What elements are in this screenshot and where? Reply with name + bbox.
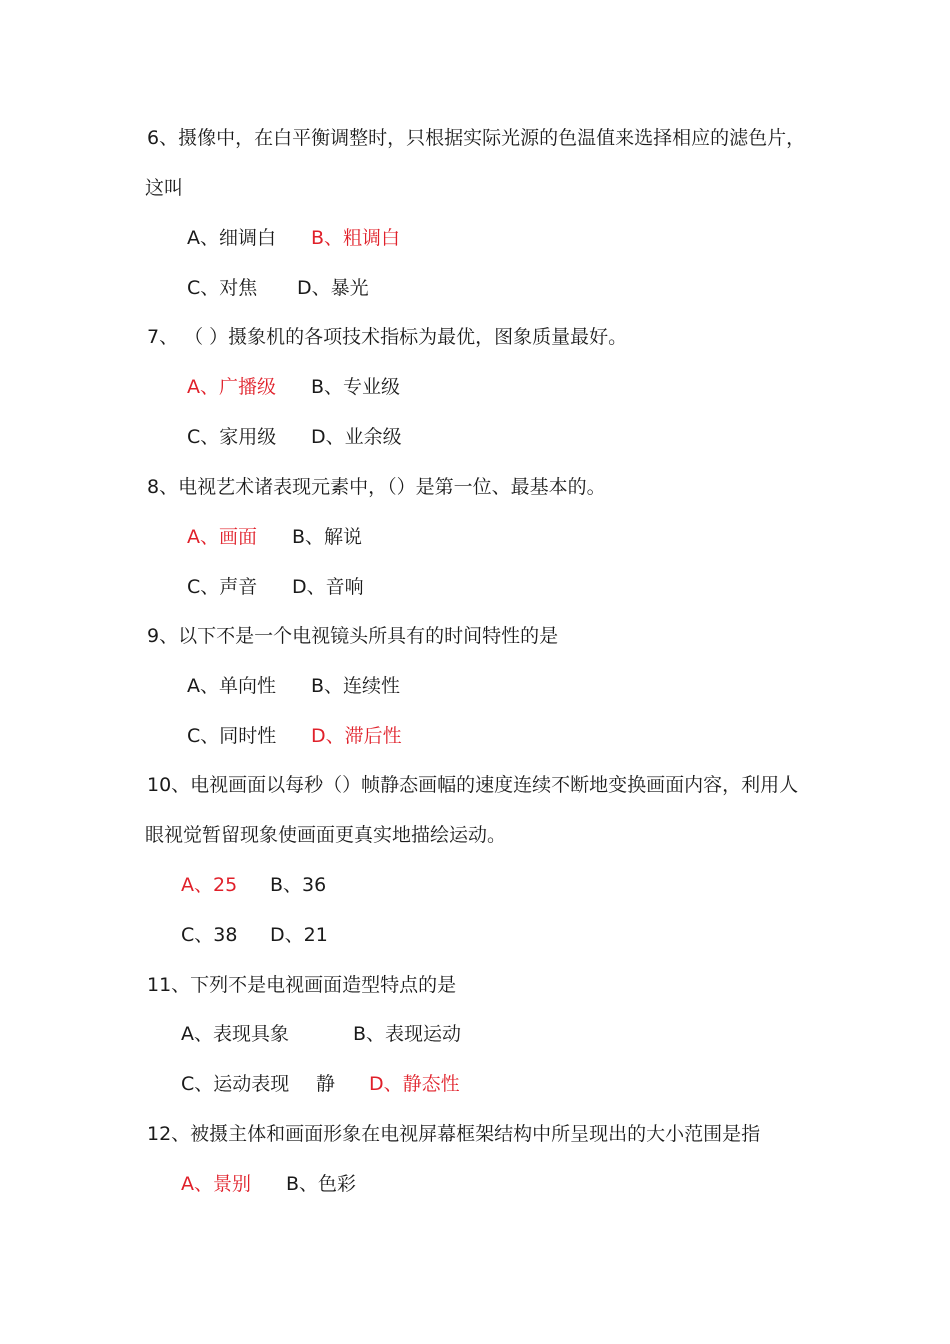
- q11-option-d-answer: D、静态性: [369, 1073, 460, 1095]
- q11-option-b: B、表现运动: [353, 1023, 462, 1045]
- q6-stem-line2: 这叫: [145, 177, 184, 199]
- q7-option-d: D、业余级: [311, 426, 402, 448]
- q7-stem: 7、 （ ）摄象机的各项技术指标为最优，图象质量最好。: [147, 326, 628, 348]
- q8-option-c: C、声音: [187, 576, 258, 598]
- q7-option-b: B、专业级: [311, 376, 401, 398]
- q11-option-c: C、运动表现: [181, 1073, 290, 1095]
- q8-option-d: D、音响: [292, 576, 364, 598]
- q8-option-b: B、解说: [292, 526, 363, 548]
- q6-option-a: A、细调白: [187, 227, 276, 249]
- q6-option-c: C、对焦: [187, 277, 258, 299]
- q9-option-a: A、单向性: [187, 675, 276, 697]
- q9-option-c: C、同时性: [187, 725, 277, 747]
- q12-option-b: B、色彩: [286, 1173, 357, 1195]
- q10-stem-line1: 10、电视画面以每秒（）帧静态画幅的速度连续不断地变换画面内容，利用人: [147, 774, 799, 796]
- q12-option-a-answer: A、景别: [181, 1173, 251, 1195]
- q12-stem: 12、被摄主体和画面形象在电视屏幕框架结构中所呈现出的大小范围是指: [147, 1123, 761, 1145]
- q9-option-b: B、连续性: [311, 675, 401, 697]
- q9-stem: 9、以下不是一个电视镜头所具有的时间特性的是: [147, 625, 559, 647]
- q6-option-b-answer: B、粗调白: [311, 227, 401, 249]
- q11-stem: 11、下列不是电视画面造型特点的是: [147, 974, 457, 996]
- q8-option-a-answer: A、画面: [187, 526, 257, 548]
- q10-option-d: D、21: [270, 924, 328, 946]
- q6-stem-line1: 6、摄像中，在白平衡调整时，只根据实际光源的色温值来选择相应的滤色片，: [147, 127, 806, 149]
- q10-option-a-answer: A、25: [181, 874, 238, 896]
- q10-option-c: C、38: [181, 924, 238, 946]
- q8-stem: 8、电视艺术诸表现元素中，（）是第一位、最基本的。: [147, 476, 606, 498]
- q6-option-d: D、暴光: [297, 277, 369, 299]
- q11-option-c-tail: 静: [316, 1073, 336, 1095]
- q10-option-b: B、36: [270, 874, 327, 896]
- q7-option-c: C、家用级: [187, 426, 277, 448]
- q7-option-a-answer: A、广播级: [187, 376, 276, 398]
- q10-stem-line2: 眼视觉暂留现象使画面更真实地描绘运动。: [145, 824, 507, 846]
- q11-option-a: A、表现具象: [181, 1023, 289, 1045]
- q9-option-d-answer: D、滞后性: [311, 725, 402, 747]
